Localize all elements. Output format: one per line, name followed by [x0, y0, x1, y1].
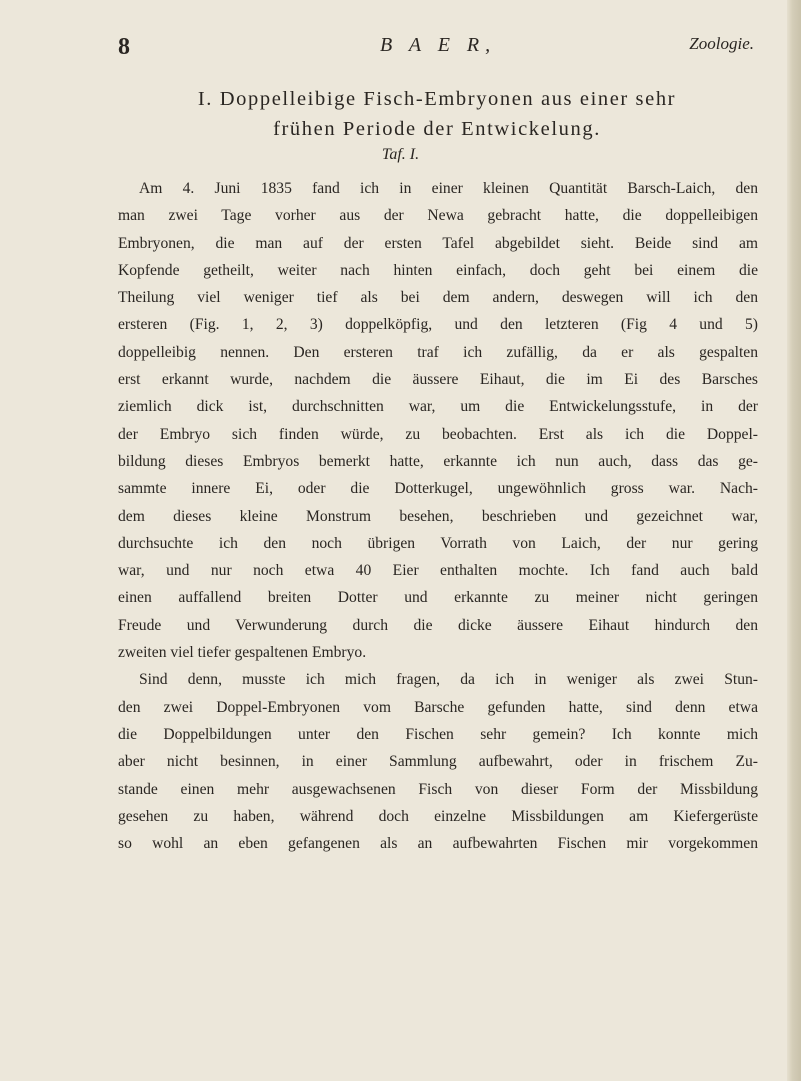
- text-line: Theilung viel weniger tief als bei dem andern, deswegen will ich den: [118, 289, 758, 307]
- text-line: dem dieses kleine Monstrum besehen, beschrieben und gezeichnet war,: [118, 507, 758, 525]
- section-title-line-2: frühen Periode der Entwickelung.: [273, 118, 601, 140]
- section-title: [112, 84, 762, 144]
- text-line: aber nicht besinnen, in einer Sammlung aufbewahrt, oder in frischem Zu-: [118, 753, 758, 771]
- text-line: ersteren (Fig. 1, 2, 3) doppelköpfig, und den letzteren (Fig 4 und 5): [118, 316, 758, 334]
- text-line: so wohl an eben gefangenen als an aufbewahrten Fischen mir vorgekommen: [118, 835, 758, 853]
- running-head-subject: Zoologie.: [689, 34, 754, 53]
- text-line: Am 4. Juni 1835 fand ich in einer kleinen Quantität Barsch-Laich, den: [139, 180, 758, 197]
- text-line: bildung dieses Embryos bemerkt hatte, erkannte ich nun auch, dass das ge-: [118, 452, 758, 470]
- text-line: Sind denn, musste ich mich fragen, da ich in weniger als zwei Stun-: [139, 671, 758, 689]
- plate-reference: Taf. I.: [381, 146, 420, 163]
- text-line: den zwei Doppel-Embryonen vom Barsche gefunden hatte, sind denn etwa: [118, 698, 758, 716]
- running-head-author: B A E R,: [380, 34, 497, 56]
- text-line: ziemlich dick ist, durchschnitten war, um die Entwickelungsstufe, in der: [118, 398, 758, 416]
- text-line: stande einen mehr ausgewachsenen Fisch von dieser Form der Missbildung: [118, 780, 758, 798]
- text-line: gesehen zu haben, während doch einzelne Missbildungen am Kiefergerüste: [118, 807, 758, 825]
- text-line: die Doppelbildungen unter den Fischen sehr gemein? Ich konnte mich: [118, 725, 758, 743]
- body-text: [118, 175, 758, 857]
- text-line: einen auffallend breiten Dotter und erkannte zu meiner nicht geringen: [118, 589, 758, 607]
- text-line: zweiten viel tiefer gespaltenen Embryo.: [118, 644, 367, 662]
- text-line: war, und nur noch etwa 40 Eier enthalten mochte. Ich fand auch bald: [118, 562, 758, 580]
- page-number: 8: [118, 34, 130, 60]
- text-line: erst erkannt wurde, nachdem die äussere Eihaut, die im Ei des Barsches: [118, 371, 758, 389]
- text-line: Freude und Verwunderung durch die dicke äussere Eihaut hindurch den: [118, 616, 758, 634]
- text-line: doppelleibig nennen. Den ersteren traf ich zufällig, da er als gespalten: [118, 343, 758, 361]
- text-line: Embryonen, die man auf der ersten Tafel abgebildet sieht. Beide sind am: [118, 234, 758, 252]
- text-line: der Embryo sich finden würde, zu beobachten. Erst als ich die Doppel-: [118, 425, 758, 443]
- text-line: sammte innere Ei, oder die Dotterkugel, ungewöhnlich gross war. Nach-: [118, 480, 758, 498]
- running-head: [118, 34, 754, 64]
- text-line: Kopfende getheilt, weiter nach hinten einfach, doch geht bei einem die: [118, 261, 758, 279]
- section-title-line-1: I. Doppelleibige Fisch-Embryonen aus einer sehr: [197, 88, 677, 110]
- text-line: man zwei Tage vorher aus der Newa gebracht hatte, die doppelleibigen: [118, 207, 758, 225]
- text-line: durchsuchte ich den noch übrigen Vorrath von Laich, der nur gering: [118, 534, 758, 552]
